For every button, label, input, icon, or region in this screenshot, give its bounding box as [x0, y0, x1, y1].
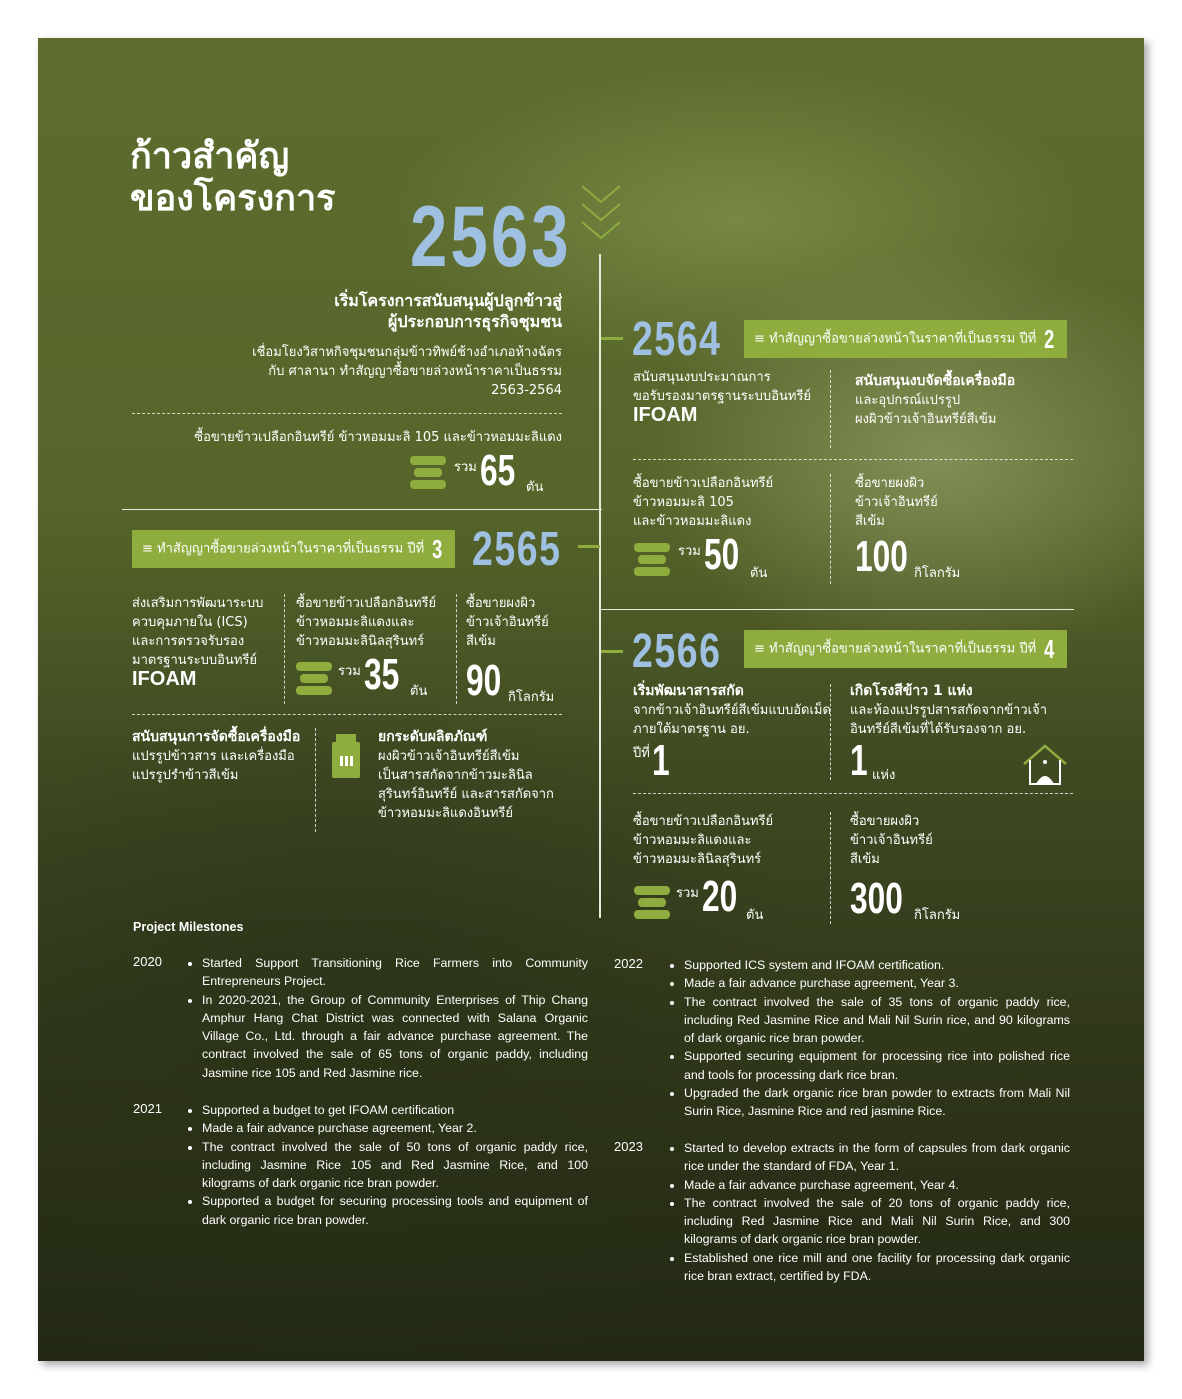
y2564-separator: [633, 459, 1073, 460]
y2566-mill-unit: แห่ง: [872, 768, 896, 783]
list-item: • The contract involved the sale of 20 tons of organic paddy rice, including Red Jasmine Rice and Mali Nil Surin Rice, and 300 kilograms of dark organic rice bran powder.: [684, 1194, 1070, 1249]
y2564-total: 50: [704, 530, 740, 579]
y2566-rice-mill: เกิดโรงสีข้าว 1 แห่ง และห้องแปรรูปสารสกัดจากข้าวเจ้า อินทรีย์สีเข้มที่ได้รับรองจาก อย.: [850, 683, 1047, 737]
rice-sack-icon: [410, 454, 446, 492]
y2565-agreement-tag: ≡ ทำสัญญาซื้อขายล่วงหน้าในราคาที่เป็นธรรม ปีที่ 3: [132, 530, 455, 568]
y2564-bran: 100: [855, 532, 908, 581]
en-list-2022: [668, 956, 1070, 1121]
list-item: • Started Support Transitioning Rice Farmers into Community Entrepreneurs Project.: [202, 954, 588, 991]
y2566-separator: [633, 793, 1073, 794]
milestones-page: [38, 38, 1144, 1361]
y2563-sale: ซื้อขายข้าวเปลือกอินทรีย์ ข้าวหอมมะลิ 105 และข้าวหอมมะลิแดง: [194, 430, 562, 445]
rice-mill-house-icon: [1022, 744, 1068, 786]
y2563-total: 65: [480, 446, 516, 495]
y2563-separator: [132, 413, 562, 414]
rice-sack-icon: [296, 660, 332, 698]
y2565-bran-sale: ซื้อขายผงผิว ข้าวเจ้าอินทรีย์ สีเข้ม: [466, 596, 549, 649]
timeline-divider-2566: [600, 609, 1074, 610]
timeline-tick-2566: [601, 650, 623, 653]
year-2565: 2565: [472, 523, 562, 576]
y2565-product-upgrade: ยกระดับผลิตภัณฑ์ ผงผิวข้าวเจ้าอินทรีย์สีเข้ม เป็นสารสกัดจากข้าวมะลินิล สุรินทร์อินทรีย์ และสารสกัดจาก ข้าวหอมมะลิแดงอินทรีย์: [378, 729, 554, 821]
y2563-unit: ตัน: [526, 480, 544, 495]
en-year-2022: 2022: [614, 956, 643, 971]
timeline-tick-2564: [601, 337, 623, 340]
y2565-total-label: รวม: [338, 664, 361, 679]
year-2563: 2563: [410, 189, 572, 285]
y2566-unit: ตัน: [746, 908, 764, 923]
list-item: • The contract involved the sale of 35 tons of organic paddy rice, including Red Jasmine Rice and Mali Nil Surin rice, and 90 kilograms of dark organic rice bran powder.: [684, 993, 1070, 1048]
y2566-year-label: ปีที่: [633, 746, 650, 761]
list-item: • The contract involved the sale of 50 tons of organic paddy rice, including Jasmine Rice 105 and Red Jasmine Rice, and 100 kilograms of dark organic rice bran powder.: [202, 1138, 588, 1193]
y2565-bran: 90: [466, 656, 502, 705]
y2566-year-count: 1: [652, 736, 670, 785]
y2564-ifoam-support: สนับสนุนงบประมาณการ ขอรับรองมาตรฐานระบบอินทรีย์ IFOAM: [633, 370, 812, 426]
rice-sack-icon: [634, 884, 670, 922]
y2565-equipment-support: สนับสนุนการจัดซื้อเครื่องมือ แปรรูปข้าวสาร และเครื่องมือ แปรรูปรำข้าวสีเข้ม: [132, 729, 301, 783]
y2565-paddy-sale: ซื้อขายข้าวเปลือกอินทรีย์ ข้าวหอมมะลิแดงและ ข้าวหอมมะลินิลสุรินทร์: [296, 596, 437, 649]
y2564-agreement-tag: ≡ ทำสัญญาซื้อขายล่วงหน้าในราคาที่เป็นธรรม ปีที่ 2: [744, 320, 1067, 358]
year-2566: 2566: [632, 625, 722, 678]
y2566-bran-unit: กิโลกรัม: [914, 908, 961, 923]
y2564-equipment-support: สนับสนุนงบจัดซื้อเครื่องมือ และอุปกรณ์แปรรูป ผงผิวข้าวเจ้าอินทรีย์สีเข้ม: [855, 373, 1016, 427]
y2565-unit: ตัน: [410, 684, 428, 699]
y2566-bran-sale: ซื้อขายผงผิว ข้าวเจ้าอินทรีย์ สีเข้ม: [850, 814, 933, 867]
list-item: • Started to develop extracts in the form of capsules from dark organic rice under the standard of FDA, Year 1.: [684, 1139, 1070, 1176]
list-item: • Supported a budget for securing processing tools and equipment of dark organic rice bran powder.: [202, 1192, 588, 1229]
y2565-col-divider: [284, 594, 285, 704]
list-item: • Supported securing equipment for processing rice into polished rice and tools for processing dark rice bran.: [684, 1047, 1070, 1084]
y2563-description: เชื่อมโยงวิสาหกิจชุมชนกลุ่มข้าวทิพย์ช้างอำเภอห้างฉัตร กับ ศาลานา ทำสัญญาซื้อขายล่วงหน้าราคาเป็นธรรม 2563-2564: [252, 345, 562, 398]
timeline-tick-2565: [578, 545, 600, 548]
y2566-total: 20: [702, 872, 738, 921]
en-year-2020: 2020: [133, 954, 162, 969]
y2565-col-divider-3: [315, 728, 316, 832]
list-item: • Made a fair advance purchase agreement, Year 2.: [202, 1119, 588, 1137]
y2564-bran-unit: กิโลกรัม: [914, 566, 961, 581]
year-2564: 2564: [632, 313, 722, 366]
chevrons-icon: [580, 184, 622, 242]
en-year-2023: 2023: [614, 1139, 643, 1154]
list-item: • Made a fair advance purchase agreement, Year 3.: [684, 974, 1070, 992]
y2565-col-divider-2: [456, 594, 457, 704]
list-item: • Supported ICS system and IFOAM certification.: [684, 956, 1070, 974]
timeline-divider-2565: [122, 509, 602, 510]
timeline-line: [599, 254, 601, 918]
y2564-col-divider: [830, 370, 831, 448]
rice-sack-icon: [634, 541, 670, 579]
en-list-2020: [186, 954, 588, 1082]
y2564-total-label: รวม: [678, 544, 701, 559]
y2566-total-label: รวม: [676, 886, 699, 901]
en-year-2021: 2021: [133, 1101, 162, 1116]
y2563-total-label: รวม: [454, 460, 477, 475]
en-list-2023: [668, 1139, 1070, 1285]
y2564-col-divider-2: [830, 474, 831, 584]
y2565-separator: [132, 714, 562, 715]
list-item: • Made a fair advance purchase agreement, Year 4.: [684, 1176, 1070, 1194]
y2565-total: 35: [364, 650, 400, 699]
list-item: • In 2020-2021, the Group of Community Enterprises of Thip Chang Amphur Hang Chat District was connected with Salana Organic Village Co., Ltd. through a fair advance purchase agreement. The contract involved the sale of 65 tons of organic paddy, including Jasmine rice 105 and Red Jasmine rice.: [202, 991, 588, 1082]
page-title: ก้าวสำคัญ ของโครงการ: [130, 136, 336, 219]
y2566-agreement-tag: ≡ ทำสัญญาซื้อขายล่วงหน้าในราคาที่เป็นธรรม ปีที่ 4: [744, 630, 1067, 668]
en-list-2021: [186, 1101, 588, 1229]
english-heading: Project Milestones: [133, 920, 244, 934]
y2565-bran-unit: กิโลกรัม: [508, 690, 555, 705]
y2566-col-divider: [830, 684, 831, 780]
list-item: • Established one rice mill and one facility for processing dark organic rice bran extract, certified by FDA.: [684, 1249, 1070, 1286]
list-item: • Supported a budget to get IFOAM certification: [202, 1101, 588, 1119]
list-item: • Upgraded the dark organic rice bran powder to extracts from Mali Nil Surin Rice, Jasmine Rice and red jasmine Rice.: [684, 1084, 1070, 1121]
y2564-unit: ตัน: [750, 566, 768, 581]
y2564-bran-sale: ซื้อขายผงผิว ข้าวเจ้าอินทรีย์ สีเข้ม: [855, 476, 938, 529]
y2566-paddy-sale: ซื้อขายข้าวเปลือกอินทรีย์ ข้าวหอมมะลิแดงและ ข้าวหอมมะลินิลสุรินทร์: [633, 814, 774, 867]
y2566-mill-count: 1: [850, 736, 868, 785]
y2565-ics-support: ส่งเสริมการพัฒนาระบบ ควบคุมภายใน (ICS) และการตรวจรับรอง มาตรฐานระบบอินทรีย์ IFOAM: [132, 596, 264, 690]
y2566-bran: 300: [850, 874, 903, 923]
y2564-paddy-sale: ซื้อขายข้าวเปลือกอินทรีย์ ข้าวหอมมะลิ 105 และข้าวหอมมะลิแดง: [633, 476, 774, 529]
y2566-extract-development: เริ่มพัฒนาสารสกัด จากข้าวเจ้าอินทรีย์สีเข้มแบบอัดเม็ด ภายใต้มาตรฐาน อย.: [633, 683, 831, 737]
product-bag-icon: [332, 734, 360, 778]
y2566-col-divider-2: [830, 812, 831, 924]
y2563-heading: เริ่มโครงการสนับสนุนผู้ปลูกข้าวสู่ ผู้ประกอบการธุรกิจชุมชน: [334, 291, 562, 331]
